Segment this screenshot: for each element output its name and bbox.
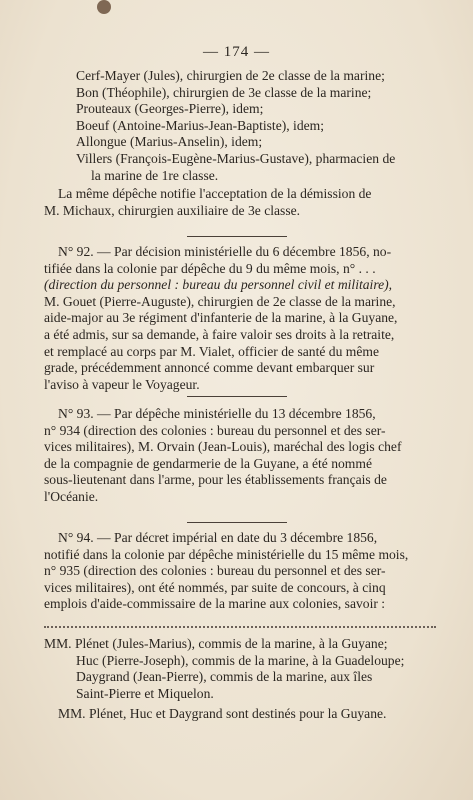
text-line: vices militaires), ont été nommés, par suite de concours, à cinq bbox=[44, 579, 386, 595]
separator-rule bbox=[187, 236, 287, 237]
text-line: sous-lieutenant dans l'arme, pour les établissements français de bbox=[44, 472, 387, 488]
list-item: la marine de 1re classe. bbox=[91, 167, 219, 183]
text-line: aide-major au 3e régiment d'infanterie de la marine, à la Guyane, bbox=[44, 310, 398, 326]
list-item: Prouteaux (Georges-Pierre), idem; bbox=[76, 101, 264, 117]
text-line: l'aviso à vapeur le Voyageur. bbox=[44, 376, 200, 392]
list-item: Allongue (Marius-Anselin), idem; bbox=[76, 134, 263, 150]
paper-blemish bbox=[97, 0, 111, 14]
text-line: tifiée dans la colonie par dépêche du 9 du même mois, n° . . . bbox=[44, 260, 376, 276]
text-line: N° 92. — Par décision ministérielle du 6 décembre 1856, no- bbox=[58, 244, 392, 259]
paragraph-n92 bbox=[44, 244, 436, 393]
list-item: MM. Plénet (Jules-Marius), commis de la marine, à la Guyane; bbox=[44, 636, 388, 651]
list-item: Cerf-Mayer (Jules), chirurgien de 2e classe de la marine; bbox=[76, 68, 385, 83]
text-line: a été admis, sur sa demande, à faire valoir ses droits à la retraite, bbox=[44, 326, 395, 342]
paragraph-demission bbox=[44, 186, 436, 219]
separator-rule bbox=[187, 396, 287, 397]
list-item: Huc (Pierre-Joseph), commis de la marine, à la Guadeloupe; bbox=[76, 652, 405, 668]
list-item: Bon (Théophile), chirurgien de 3e classe de la marine; bbox=[76, 84, 372, 100]
text-line: M. Gouet (Pierre-Auguste), chirurgien de 2e classe de la marine, bbox=[44, 293, 396, 309]
paragraph-n93 bbox=[44, 406, 436, 506]
list-item: Daygrand (Jean-Pierre), commis de la marine, aux îles bbox=[76, 669, 373, 685]
text-line: vices militaires), M. Orvain (Jean-Louis), maréchal des logis chef bbox=[44, 439, 402, 455]
bottom-list bbox=[44, 636, 436, 723]
paragraph-n94 bbox=[44, 530, 436, 613]
text-line: N° 93. — Par dépêche ministérielle du 13 décembre 1856, bbox=[58, 406, 376, 421]
top-list bbox=[44, 68, 436, 184]
text-line: emplois d'aide-commissaire de la marine aux colonies, savoir : bbox=[44, 596, 386, 612]
text-line: N° 94. — Par décret impérial en date du 3 décembre 1856, bbox=[58, 530, 378, 545]
page-number: — 174 — bbox=[203, 44, 270, 60]
text-line: La même dépêche notifie l'acceptation de la démission de bbox=[58, 186, 372, 201]
list-item: Saint-Pierre et Miquelon. bbox=[76, 685, 214, 701]
text-line: (direction du personnel : bureau du personnel civil et militaire), bbox=[44, 277, 393, 293]
text-line: n° 935 (direction des colonies : bureau du personnel et des ser- bbox=[44, 563, 386, 579]
text-line: l'Océanie. bbox=[44, 488, 99, 504]
text-line: grade, précédemment annoncé comme devant embarquer sur bbox=[44, 360, 375, 376]
list-item: Villers (François-Eugène-Marius-Gustave), pharmacien de bbox=[76, 150, 396, 166]
separator-rule bbox=[187, 522, 287, 523]
text-line: de la compagnie de gendarmerie de la Guyane, a été nommé bbox=[44, 455, 372, 471]
text-line: MM. Plénet, Huc et Daygrand sont destinés pour la Guyane. bbox=[58, 706, 387, 722]
text-line: M. Michaux, chirurgien auxiliaire de 3e classe. bbox=[44, 202, 301, 218]
text-line: et remplacé au corps par M. Vialet, officier de santé du même bbox=[44, 343, 379, 359]
list-item: Boeuf (Antoine-Marius-Jean-Baptiste), idem; bbox=[76, 117, 325, 133]
dotted-separator bbox=[44, 626, 436, 628]
text-line: n° 934 (direction des colonies : bureau du personnel et des ser- bbox=[44, 422, 386, 438]
text-line: notifié dans la colonie par dépêche ministérielle du 15 même mois, bbox=[44, 546, 409, 562]
